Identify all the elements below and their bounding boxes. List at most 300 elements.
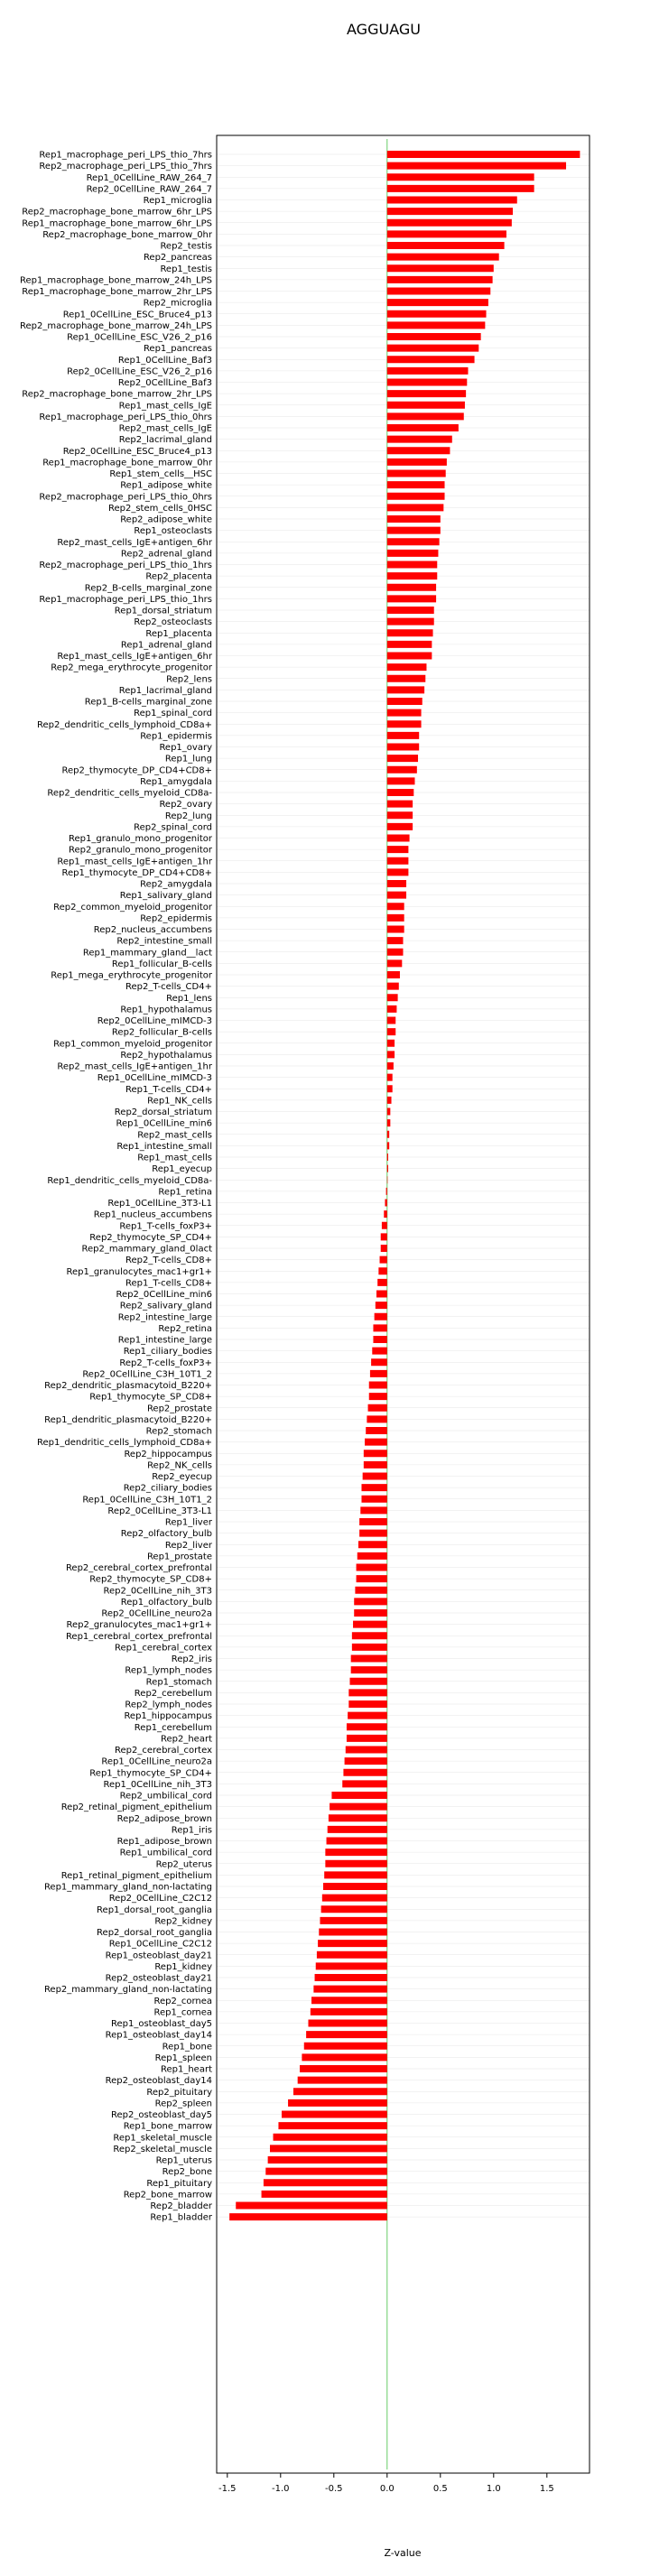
bar [387, 777, 415, 784]
category-label: Rep2_thymocyte_SP_CD8+ [89, 1574, 212, 1585]
category-label: Rep1_intestine_small [116, 1141, 212, 1152]
category-label: Rep2_retinal_pigment_epithelium [60, 1802, 212, 1813]
category-label: Rep2_common_myeloid_progenitor [53, 902, 212, 913]
bar [317, 1951, 387, 1959]
category-label: Rep2_adrenal_gland [120, 549, 212, 560]
category-label: Rep1_0CellLine_nih_3T3 [103, 1779, 212, 1790]
category-label: Rep1_dendritic_cells_myeloid_CD8a- [47, 1175, 212, 1186]
bar [387, 310, 487, 318]
category-label: Rep1_hypothalamus [120, 1005, 212, 1015]
bar [375, 1313, 387, 1320]
bar [365, 1439, 387, 1446]
bar [387, 1040, 395, 1047]
category-label: Rep1_lymph_nodes [125, 1665, 212, 1676]
bar [364, 1461, 387, 1469]
bar [387, 538, 440, 545]
category-label: Rep1_0CellLine_mIMCD-3 [97, 1073, 212, 1084]
bar [319, 1929, 387, 1936]
bar [387, 299, 488, 306]
bar [322, 1895, 387, 1902]
category-label: Rep2_eyecup [152, 1472, 212, 1482]
category-label: Rep2_macrophage_bone_marrow_0hr [42, 229, 212, 240]
category-label: Rep2_dorsal_root_ganglia [97, 1928, 212, 1938]
category-label: Rep1_0CellLine_Baf3 [117, 355, 212, 366]
category-label: Rep1_mega_erythrocyte_progenitor [51, 970, 212, 981]
bar [387, 1085, 393, 1092]
bar [387, 151, 580, 158]
category-label: Rep2_follicular_B-cells [111, 1027, 212, 1038]
category-label: Rep1_dorsal_root_ganglia [97, 1904, 212, 1915]
x-tick-label: 1.0 [486, 2484, 501, 2494]
bar [387, 983, 399, 990]
category-label: Rep2_prostate [146, 1404, 212, 1414]
bar [300, 2065, 387, 2072]
bar [387, 1005, 397, 1013]
category-label: Rep2_testis [160, 241, 212, 252]
category-label: Rep2_pituitary [146, 2087, 212, 2098]
bar [373, 1324, 386, 1331]
bar [282, 2111, 387, 2118]
category-label: Rep1_pituitary [146, 2178, 212, 2189]
category-label: Rep2_dendritic_plasmacytoid_B220+ [44, 1381, 212, 1391]
bar [306, 2031, 387, 2038]
category-label: Rep2_0CellLine_mIMCD-3 [97, 1016, 212, 1026]
category-label: Rep2_hypothalamus [120, 1050, 212, 1061]
category-label: Rep1_olfactory_bulb [120, 1597, 212, 1608]
category-label: Rep2_mast_cells_IgE+antigen_6hr [57, 537, 212, 548]
category-label: Rep1_adrenal_gland [120, 640, 212, 651]
category-label: Rep2_mammary_gland_non-lactating [43, 1985, 212, 1996]
bar [387, 1074, 393, 1081]
category-label: Rep1_testis [160, 264, 212, 274]
bar [318, 1940, 387, 1947]
bar [387, 424, 459, 431]
bar [387, 390, 466, 397]
bar [387, 789, 414, 796]
bar [321, 1905, 387, 1913]
category-label: Rep2_0CellLine_Baf3 [117, 378, 212, 388]
category-label: Rep1_macrophage_peri_LPS_thio_0hrs [39, 412, 212, 422]
category-label: Rep2_liver [164, 1540, 212, 1551]
bar [381, 1245, 387, 1252]
bar [364, 1450, 387, 1457]
bar [361, 1484, 386, 1491]
category-label: Rep1_nucleus_accumbens [93, 1209, 212, 1220]
category-label: Rep2_macrophage_bone_marrow_6hr_LPS [22, 207, 212, 218]
chart-title: AGGUAGU [347, 21, 421, 38]
category-label: Rep1_osteoclasts [134, 526, 212, 537]
bar [298, 2077, 387, 2084]
bar [387, 823, 413, 830]
bar [387, 618, 434, 625]
bar [352, 1644, 387, 1651]
category-label: Rep1_retina [158, 1187, 212, 1198]
bar [387, 653, 432, 660]
bar [343, 1769, 386, 1776]
bar [327, 1838, 387, 1845]
bar [265, 2168, 387, 2175]
category-label: Rep2_nucleus_accumbens [93, 925, 212, 935]
category-label: Rep1_macrophage_bone_marrow_2hr_LPS [22, 287, 212, 297]
category-label: Rep1_lacrimal_gland [118, 685, 212, 696]
bar [354, 1609, 387, 1617]
bar [308, 2020, 386, 2027]
bar [387, 1017, 395, 1024]
bar [348, 1700, 386, 1708]
bar [351, 1666, 387, 1673]
category-label: Rep1_dendritic_cells_lymphoid_CD8a+ [37, 1438, 212, 1449]
bar [387, 846, 409, 853]
bar [329, 1814, 387, 1821]
category-label: Rep1_bladder [150, 2212, 212, 2223]
category-label: Rep2_0CellLine_3T3-L1 [107, 1506, 212, 1516]
category-label: Rep1_heart [160, 2064, 212, 2075]
bar [387, 333, 481, 340]
bar [331, 1792, 386, 1799]
bar [387, 264, 494, 272]
category-label: Rep2_lacrimal_gland [118, 435, 212, 446]
category-label: Rep1_placenta [145, 628, 212, 639]
category-label: Rep2_macrophage_bone_marrow_24h_LPS [19, 320, 212, 331]
bar [387, 379, 468, 386]
category-label: Rep1_bone_marrow [123, 2121, 212, 2132]
category-label: Rep1_skeletal_muscle [113, 2133, 212, 2144]
bar [387, 254, 499, 261]
bar [348, 1689, 386, 1696]
category-label: Rep1_NK_cells [147, 1096, 212, 1107]
bar [387, 1154, 388, 1161]
bar [345, 1757, 387, 1765]
bar [366, 1427, 387, 1434]
bar [352, 1632, 387, 1639]
bar [387, 1119, 391, 1126]
category-label: Rep2_osteoblast_day14 [105, 2076, 212, 2087]
bar [387, 811, 413, 819]
bar [361, 1496, 386, 1503]
bar [384, 1210, 387, 1218]
category-label: Rep2_mast_cells [137, 1130, 212, 1141]
bar [387, 219, 512, 227]
bar [387, 926, 404, 933]
category-label: Rep2_mega_erythrocyte_progenitor [51, 663, 212, 673]
bar [387, 1176, 388, 1183]
category-label: Rep1_salivary_gland [119, 891, 212, 902]
bar [372, 1348, 387, 1355]
category-label: Rep1_0CellLine_min6 [116, 1118, 212, 1129]
category-label: Rep1_mammary_gland__lact [82, 948, 212, 959]
bar [387, 755, 418, 762]
category-label: Rep1_spinal_cord [134, 709, 212, 719]
bar [268, 2156, 387, 2164]
bar [370, 1370, 387, 1377]
bar [354, 1598, 387, 1605]
bar [387, 515, 441, 523]
bar [304, 2043, 387, 2050]
category-label: Rep2_lymph_nodes [125, 1700, 212, 1710]
bar [315, 1974, 387, 1981]
category-label: Rep2_NK_cells [147, 1460, 212, 1471]
category-label: Rep1_spleen [154, 2052, 212, 2063]
bar [387, 561, 437, 569]
category-label: Rep1_umbilical_cord [119, 1848, 212, 1858]
category-label: Rep1_retinal_pigment_epithelium [60, 1870, 212, 1881]
bar [387, 1097, 392, 1104]
category-label: Rep2_stomach [145, 1426, 212, 1437]
category-label: Rep1_epidermis [140, 731, 212, 742]
category-label: Rep1_cerebral_cortex [115, 1643, 212, 1654]
category-label: Rep2_retina [158, 1323, 212, 1334]
category-label: Rep2_adipose_white [120, 514, 212, 525]
bar [358, 1552, 387, 1560]
category-label: Rep1_prostate [146, 1552, 212, 1562]
bar [387, 914, 404, 922]
category-label: Rep1_macrophage_bone_marrow_24h_LPS [19, 275, 212, 286]
category-label: Rep1_mast_cells_IgE+antigen_1hr [57, 857, 212, 867]
category-label: Rep2_macrophage_peri_LPS_thio_7hrs [39, 162, 212, 172]
category-label: Rep2_lens [166, 674, 212, 685]
category-label: Rep2_spleen [154, 2099, 212, 2109]
bar [369, 1393, 387, 1400]
bar [387, 527, 441, 534]
bar [387, 857, 409, 865]
category-label: Rep2_cornea [153, 1996, 212, 2006]
category-label: Rep1_mammary_gland_non-lactating [43, 1882, 212, 1893]
bar [387, 709, 422, 717]
category-label: Rep1_hippocampus [124, 1711, 212, 1722]
category-label: Rep1_osteoblast_day5 [110, 2019, 212, 2029]
bar [387, 880, 406, 887]
bar [330, 1803, 387, 1811]
x-tick-label: 0.5 [432, 2484, 448, 2494]
bar [387, 971, 400, 978]
x-tick-label: -0.5 [325, 2484, 343, 2494]
bar [311, 2008, 387, 2015]
category-label: Rep2_epidermis [140, 913, 212, 924]
bar [387, 698, 422, 705]
category-label: Rep2_bladder [150, 2201, 212, 2211]
bar [387, 230, 506, 237]
bar [368, 1404, 387, 1412]
category-label: Rep2_bone [162, 2167, 212, 2178]
bar [355, 1587, 386, 1594]
category-label: Rep2_granulocytes_mac1+gr1+ [66, 1620, 212, 1631]
category-label: Rep1_common_myeloid_progenitor [53, 1039, 212, 1050]
bar [387, 835, 410, 842]
bar [359, 1518, 387, 1525]
category-label: Rep1_macrophage_peri_LPS_thio_1hrs [39, 594, 212, 605]
category-label: Rep1_0CellLine_neuro2a [101, 1756, 212, 1767]
bar [387, 584, 436, 591]
category-label: Rep2_stem_cells_0HSC [107, 503, 212, 514]
category-label: Rep2_thymocyte_DP_CD4+CD8+ [61, 765, 212, 776]
category-label: Rep2_amygdala [140, 879, 212, 890]
category-label: Rep2_0CellLine_nih_3T3 [103, 1586, 212, 1597]
category-label: Rep1_macrophage_bone_marrow_6hr_LPS [22, 218, 212, 229]
category-label: Rep2_intestine_small [116, 936, 212, 947]
category-label: Rep1_stomach [145, 1677, 212, 1688]
bar [387, 744, 419, 751]
bar [324, 1871, 387, 1878]
bar [387, 550, 439, 557]
category-label: Rep1_0CellLine_C3H_10T1_2 [82, 1495, 212, 1506]
category-label: Rep1_granulo_mono_progenitor [69, 834, 212, 844]
bar [347, 1735, 387, 1742]
category-label: Rep2_macrophage_bone_marrow_2hr_LPS [22, 389, 212, 400]
bar [376, 1291, 387, 1298]
bar [387, 447, 450, 454]
category-label: Rep2_0CellLine_min6 [116, 1290, 212, 1300]
category-label: Rep2_thymocyte_SP_CD4+ [89, 1232, 212, 1243]
bar [387, 937, 404, 944]
bar [278, 2122, 386, 2129]
bar [347, 1723, 387, 1730]
category-label: Rep2_iris [171, 1654, 212, 1664]
bar [387, 720, 422, 727]
category-label: Rep2_placenta [145, 571, 212, 582]
x-tick-label: -1.0 [272, 2484, 290, 2494]
category-label: Rep2_0CellLine_ESC_V26_2_p16 [67, 366, 212, 377]
x-tick-label: 1.5 [539, 2484, 554, 2494]
bar [358, 1541, 387, 1548]
bar [387, 766, 417, 774]
bar [363, 1473, 387, 1480]
category-label: Rep1_bone [162, 2042, 212, 2052]
bar [302, 2053, 386, 2061]
bar [371, 1358, 387, 1366]
category-label: Rep1_mast_cells_IgE+antigen_6hr [57, 652, 212, 662]
bar [387, 197, 517, 204]
bar [293, 2088, 387, 2095]
bar [360, 1506, 387, 1514]
bar [342, 1780, 387, 1787]
category-label: Rep2_heart [160, 1734, 212, 1745]
category-label: Rep2_hippocampus [124, 1449, 212, 1459]
bar [387, 1131, 389, 1138]
category-label: Rep1_dendritic_plasmacytoid_B220+ [44, 1414, 212, 1425]
category-label: Rep1_thymocyte_SP_CD4+ [89, 1768, 212, 1779]
x-tick-label: 0.0 [379, 2484, 395, 2494]
category-label: Rep1_T-cells_CD4+ [125, 1084, 212, 1095]
bar [387, 208, 513, 215]
category-label: Rep1_kidney [154, 1961, 212, 1972]
bar [325, 1860, 386, 1867]
bar [387, 242, 505, 249]
category-label: Rep1_macrophage_peri_LPS_thio_7hrs [39, 150, 212, 161]
category-label: Rep1_osteoblast_day14 [105, 2030, 212, 2041]
category-label: Rep1_adipose_brown [116, 1837, 212, 1847]
bar [264, 2179, 387, 2186]
category-label: Rep1_granulocytes_mac1+gr1+ [66, 1266, 212, 1277]
bar [387, 1142, 389, 1149]
category-label: Rep2_0CellLine_C3H_10T1_2 [82, 1369, 212, 1380]
bar [369, 1382, 387, 1389]
category-label: Rep1_osteoblast_day21 [105, 1951, 212, 1961]
bar [387, 1108, 391, 1116]
category-label: Rep1_liver [164, 1517, 212, 1528]
bar [387, 185, 534, 192]
bar [387, 572, 437, 579]
bar [350, 1678, 387, 1685]
category-label: Rep2_umbilical_cord [119, 1791, 212, 1802]
bar [313, 1986, 386, 1993]
bar [387, 276, 493, 283]
category-label: Rep1_B-cells_marginal_zone [84, 697, 212, 708]
bar [380, 1256, 387, 1264]
category-label: Rep2_bone_marrow [123, 2190, 212, 2201]
bar [387, 345, 478, 352]
bar [387, 402, 465, 409]
category-label: Rep1_pancreas [143, 344, 212, 355]
bar [328, 1826, 387, 1833]
bar [323, 1883, 387, 1890]
bar [387, 675, 425, 682]
category-label: Rep1_thymocyte_DP_CD4+CD8+ [61, 867, 212, 878]
category-label: Rep2_skeletal_muscle [113, 2144, 212, 2154]
bar [387, 1062, 394, 1070]
category-label: Rep1_mast_cells_IgE [118, 401, 212, 412]
category-label: Rep2_spinal_cord [134, 822, 212, 833]
category-label: Rep2_microglia [143, 298, 212, 309]
category-label: Rep2_ciliary_bodies [123, 1483, 212, 1494]
category-label: Rep1_eyecup [152, 1164, 212, 1175]
bar [262, 2191, 387, 2198]
category-label: Rep2_olfactory_bulb [120, 1529, 212, 1540]
bar [387, 470, 446, 477]
category-label: Rep2_lung [164, 811, 212, 821]
category-label: Rep2_osteoblast_day5 [110, 2110, 212, 2120]
category-label: Rep1_mast_cells [137, 1153, 212, 1163]
bar [381, 1233, 387, 1240]
bar [316, 1962, 387, 1969]
category-label: Rep2_0CellLine_RAW_264_7 [86, 184, 212, 195]
bar [387, 504, 444, 511]
category-label: Rep1_amygdala [140, 776, 212, 787]
category-label: Rep1_0CellLine_ESC_V26_2_p16 [67, 332, 212, 343]
bar [270, 2145, 387, 2152]
bar [348, 1712, 387, 1719]
category-label: Rep2_0CellLine_neuro2a [101, 1608, 212, 1619]
bar [387, 607, 434, 614]
category-label: Rep1_ciliary_bodies [123, 1347, 212, 1357]
category-label: Rep1_uterus [155, 2155, 212, 2166]
bar [387, 732, 419, 739]
bar [387, 903, 404, 910]
bar [382, 1222, 387, 1229]
category-label: Rep2_pancreas [143, 253, 212, 264]
category-label: Rep1_cerebral_cortex_prefrontal [65, 1631, 212, 1642]
bar [387, 686, 424, 693]
bar [387, 801, 413, 808]
category-label: Rep2_mammary_gland_0lact [81, 1244, 212, 1255]
category-label: Rep2_mast_cells_IgE [118, 423, 212, 434]
bar [387, 892, 406, 899]
bar [376, 1302, 387, 1309]
bar [359, 1530, 387, 1537]
category-label: Rep2_osteoclasts [134, 617, 212, 628]
bar [367, 1415, 386, 1422]
category-label: Rep2_granulo_mono_progenitor [69, 845, 212, 856]
category-label: Rep1_iris [171, 1825, 212, 1836]
bar [385, 1200, 386, 1207]
category-label: Rep1_lens [166, 993, 212, 1004]
category-label: Rep2_macrophage_peri_LPS_thio_1hrs [39, 561, 212, 570]
category-label: Rep1_thymocyte_SP_CD8+ [89, 1392, 212, 1403]
bar [229, 2213, 387, 2220]
category-label: Rep1_stem_cells__HSC [109, 469, 212, 479]
bar [320, 1917, 386, 1924]
bar [346, 1747, 387, 1754]
category-label: Rep1_0CellLine_3T3-L1 [107, 1199, 212, 1209]
